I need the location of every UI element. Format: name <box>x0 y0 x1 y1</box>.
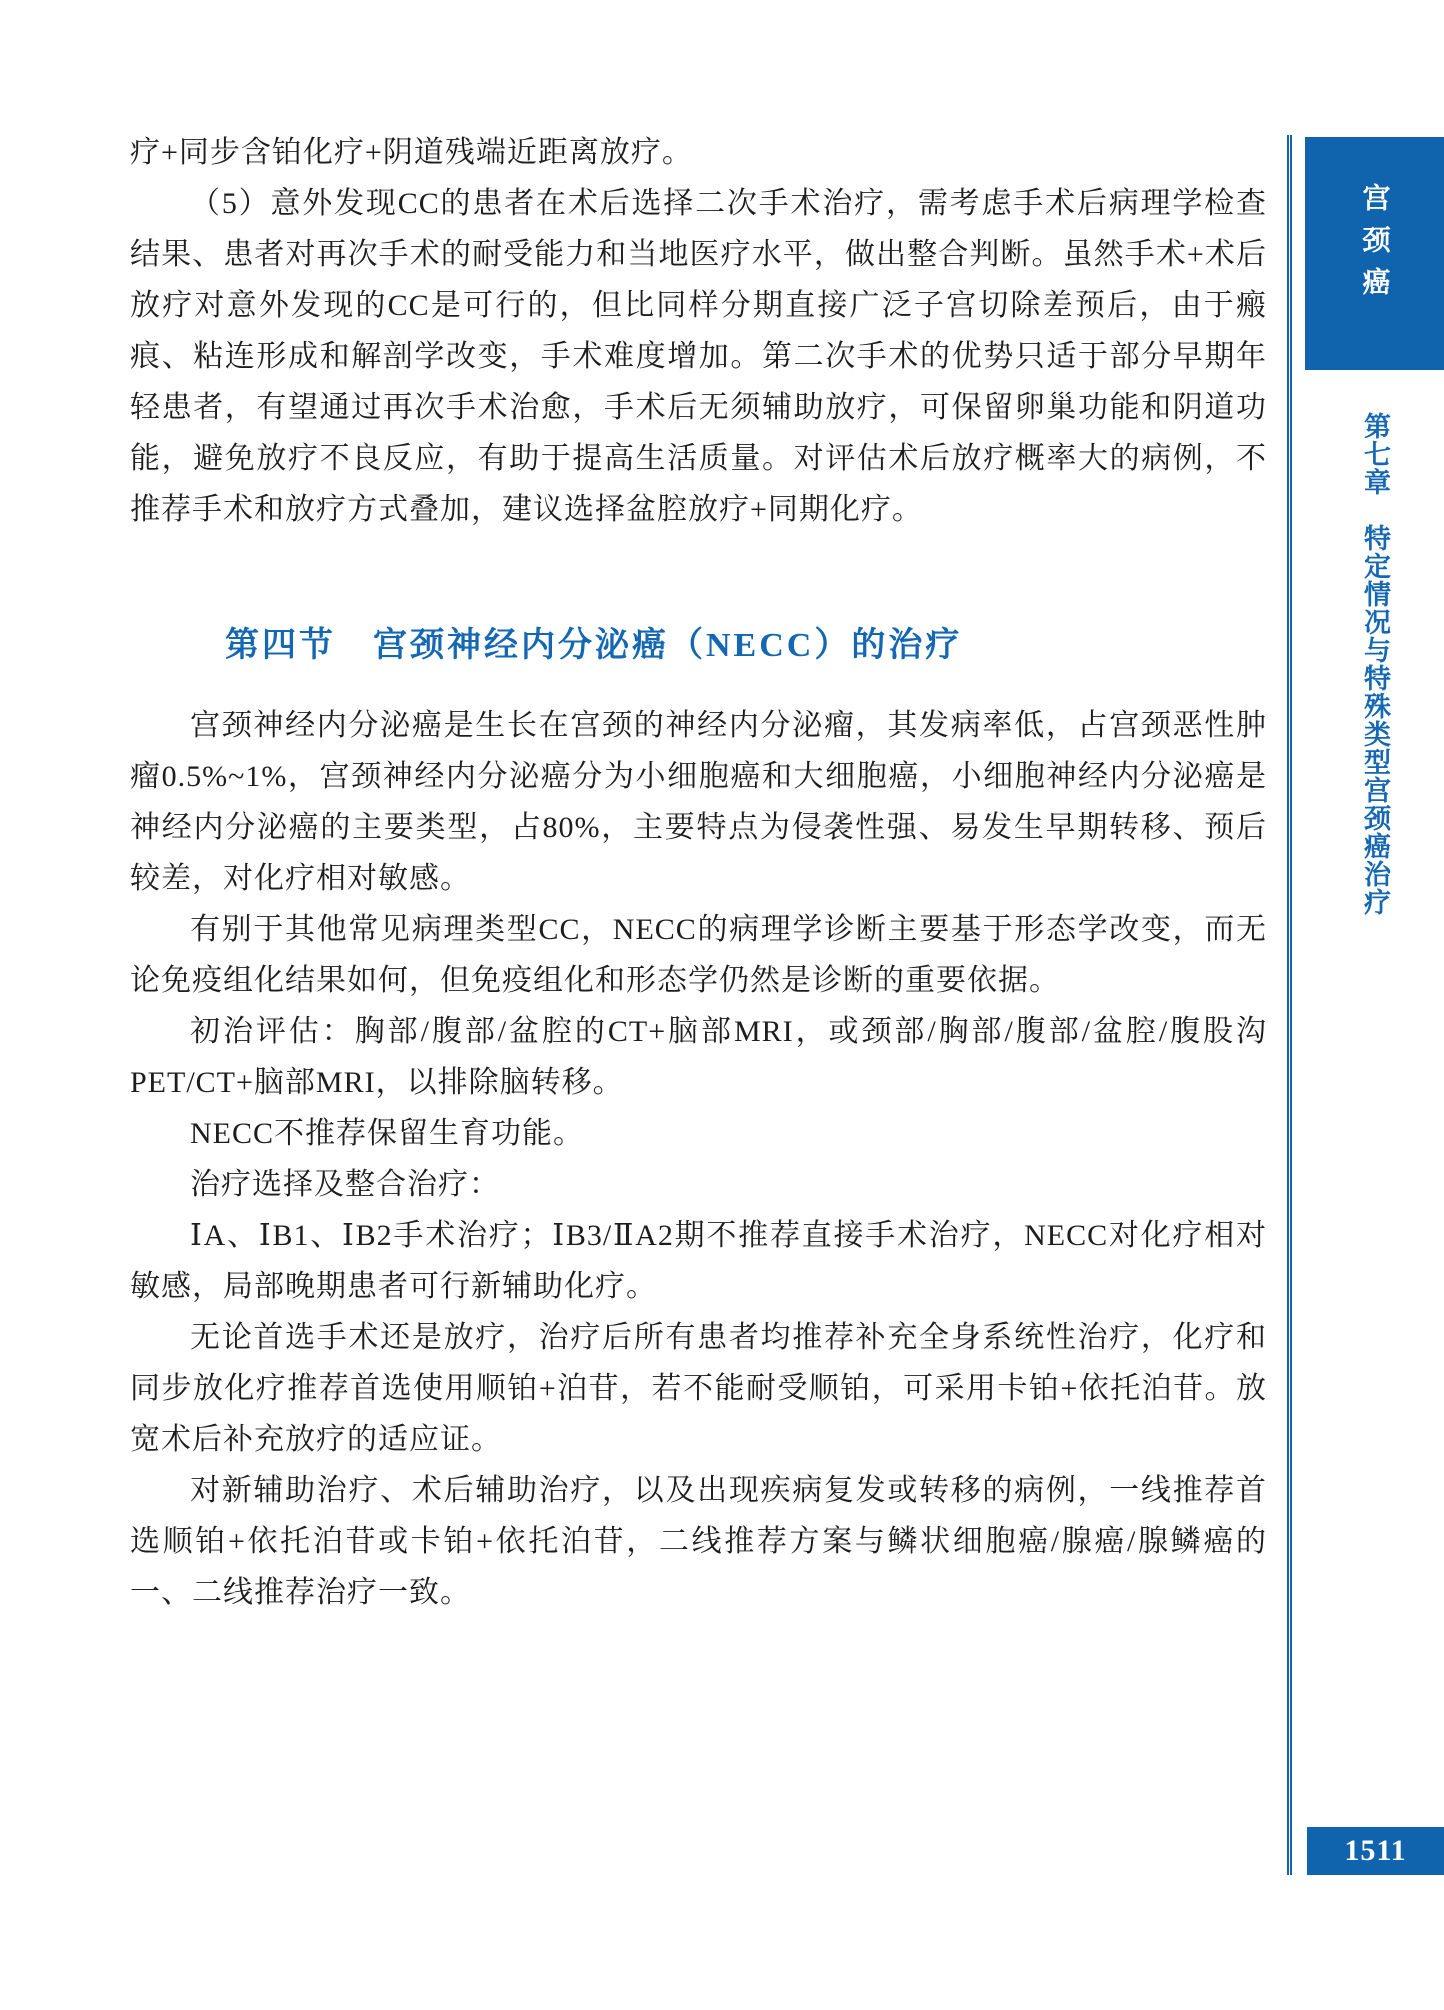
section-heading: 第四节 宫颈神经内分泌癌（NECC）的治疗 <box>225 627 963 664</box>
paragraph: 对新辅助治疗、术后辅助治疗，以及出现疾病复发或转移的病例，一线推荐首选顺铂+依托泊苷或卡铂+依托泊苷，二线推荐方案与鳞状细胞癌/腺癌/腺鳞癌的一、二线推荐治疗一致。 <box>130 1474 1267 1609</box>
paragraph: （5）意外发现CC的患者在术后选择二次手术治疗，需考虑手术后病理学检查结果、患者对再次手术的耐受能力和当地医疗水平，做出整合判断。虽然手术+术后放疗对意外发现的CC是可行的，但比同样分期直接广泛子宫切除差预后，由于瘢痕、粘连形成和解剖学改变，手术难度增加。第二次手术的优势只适于部分早期年轻患者，有望通过再次手术治愈，手术后无须辅助放疗，可保留卵巢功能和阴道功能，避免放疗不良反应，有助于提高生活质量。对评估术后放疗概率大的病例，不推荐手术和放疗方式叠加，建议选择盆腔放疗+同期化疗。 <box>130 187 1267 526</box>
paragraph: 无论首选手术还是放疗，治疗后所有患者均推荐补充全身系统性治疗，化疗和同步放化疗推荐首选使用顺铂+泊苷，若不能耐受顺铂，可采用卡铂+依托泊苷。放宽术后补充放疗的适应证。 <box>130 1321 1267 1456</box>
page-number: 1511 <box>1344 1834 1407 1867</box>
chapter-title-wrap <box>1305 412 1444 952</box>
paragraph: 有别于其他常见病理类型CC，NECC的病理学诊断主要基于形态学改变，而无论免疫组化结果如何，但免疫组化和形态学仍然是诊断的重要依据。 <box>130 913 1267 997</box>
paragraph: NECC不推荐保留生育功能。 <box>190 1117 585 1150</box>
paragraph: 宫颈神经内分泌癌是生长在宫颈的神经内分泌瘤，其发病率低，占宫颈恶性肿瘤0.5%~1%，宫颈神经内分泌癌分为小细胞癌和大细胞癌，小细胞神经内分泌癌是神经内分泌癌的主要类型，占80%，主要特点为侵袭性强、易发生早期转移、预后较差，对化疗相对敏感。 <box>130 709 1267 895</box>
chapter-tab-label: 宫颈癌 <box>1359 183 1391 309</box>
sidebar-divider-line <box>1287 135 1292 1875</box>
paragraph: 初治评估：胸部/腹部/盆腔的CT+脑部MRI，或颈部/胸部/腹部/盆腔/腹股沟PET/CT+脑部MRI，以排除脑转移。 <box>130 1015 1267 1099</box>
chapter-tab <box>1305 137 1444 370</box>
chapter-title-vertical: 第七章 特定情况与特殊类型宫颈癌治疗 <box>1360 412 1390 916</box>
paragraph-continuation: 疗+同步含铂化疗+阴道残端近距离放疗。 <box>130 136 693 169</box>
text-column <box>130 127 1267 1618</box>
paragraph: ⅠA、ⅠB1、ⅠB2手术治疗；ⅠB3/ⅡA2期不推荐直接手术治疗，NECC对化疗相对敏感，局部晚期患者可行新辅助化疗。 <box>130 1219 1267 1303</box>
paragraph: 治疗选择及整合治疗： <box>190 1168 500 1201</box>
page-number-box <box>1307 1827 1444 1875</box>
